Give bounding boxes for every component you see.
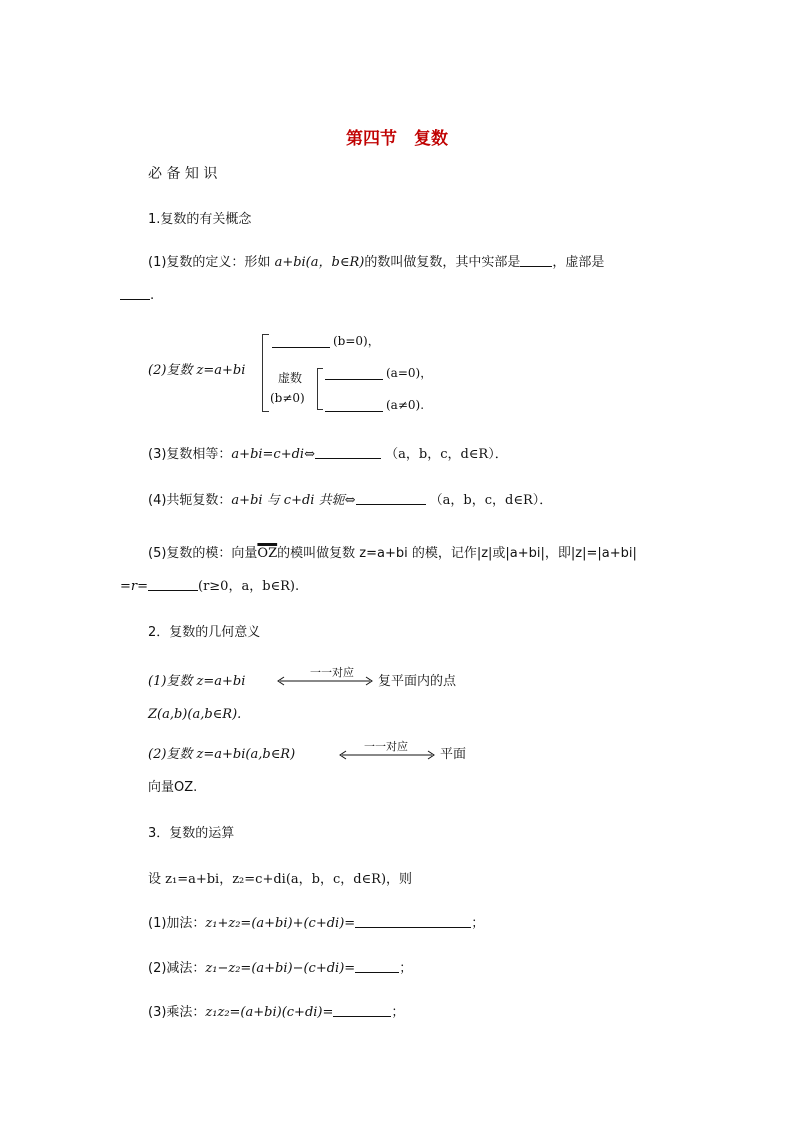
arrow-label-1: 一一对应 bbox=[310, 666, 354, 679]
s1-p5: (5)复数的模：向量$\overline{OZ}$的模叫做复数 z=a+bi 的模，记作|z|或|a+bi|，即|z|=|a+bi| bbox=[148, 546, 637, 561]
blank-imag-part bbox=[120, 287, 150, 300]
page-title: 第四节 复数 bbox=[346, 129, 448, 149]
s3-sub: (2)减法：z₁−z₂=(a+bi)−(c+di)= ； bbox=[148, 961, 413, 976]
arrow-label-2: 一一对应 bbox=[364, 740, 408, 753]
section-heading: 必 备 知 识 bbox=[148, 166, 218, 182]
s2-p1: (1)复数 z=a+bi bbox=[148, 674, 246, 689]
blank-equality bbox=[315, 446, 381, 459]
s1-p5-line2: =r= (r≥0，a，b∈R). bbox=[120, 579, 300, 594]
s2-p1-line2: Z(a,b)(a,b∈R). bbox=[148, 707, 242, 722]
s1-heading: 1.复数的有关概念 bbox=[148, 212, 252, 227]
blank-addition bbox=[355, 915, 471, 928]
cond-nonpure: (a≠0). bbox=[386, 398, 425, 412]
blank-real-part bbox=[520, 254, 552, 267]
s3-heading: 3．复数的运算 bbox=[148, 826, 235, 841]
blank-real-number bbox=[272, 347, 330, 348]
imag-label: 虚数 bbox=[278, 371, 303, 385]
s2-heading: 2．复数的几何意义 bbox=[148, 625, 261, 640]
double-arrow-icon bbox=[276, 676, 374, 686]
blank-pure-imag bbox=[325, 379, 383, 380]
s3-setup: 设 z₁=a+bi，z₂=c+di(a，b，c，d∈R)，则 bbox=[148, 872, 413, 887]
outer-brace bbox=[262, 334, 269, 412]
s2-p2-line2: 向量OZ. bbox=[148, 780, 198, 795]
blank-nonpure-imag bbox=[325, 411, 383, 412]
inner-brace bbox=[317, 368, 323, 410]
s2-p2: (2)复数 z=a+bi(a,b∈R) bbox=[148, 747, 296, 762]
s1-p3: (3)复数相等：a+bi=c+di⇔ （a，b，c，d∈R）． bbox=[148, 447, 508, 462]
blank-modulus bbox=[148, 578, 198, 591]
imag-cond: (b≠0) bbox=[270, 391, 305, 405]
blank-subtraction bbox=[355, 960, 399, 973]
s1-p1-line2: . bbox=[120, 287, 154, 305]
s2-p2-end: 平面 bbox=[440, 747, 467, 762]
s1-p4: (4)共轭复数：a+bi 与 c+di 共轭⇔ （a，b，c，d∈R）． bbox=[148, 493, 553, 508]
blank-conjugate bbox=[356, 492, 426, 505]
s3-add: (1)加法：z₁+z₂=(a+bi)+(c+di)= ； bbox=[148, 916, 485, 931]
double-arrow-icon bbox=[338, 750, 436, 760]
blank-multiplication bbox=[333, 1004, 391, 1017]
cond-pure: (a=0)， bbox=[386, 366, 433, 380]
cond-real: (b=0)， bbox=[333, 334, 380, 348]
s2-p1-end: 复平面内的点 bbox=[378, 674, 457, 689]
s1-p2-label: (2)复数 z=a+bi bbox=[148, 363, 246, 378]
s3-mul: (3)乘法：z₁z₂=(a+bi)(c+di)= ； bbox=[148, 1005, 405, 1020]
s1-p1: (1)复数的定义：形如 a+bi(a，b∈R)的数叫做复数，其中实部是 ，虚部是 bbox=[148, 255, 605, 270]
